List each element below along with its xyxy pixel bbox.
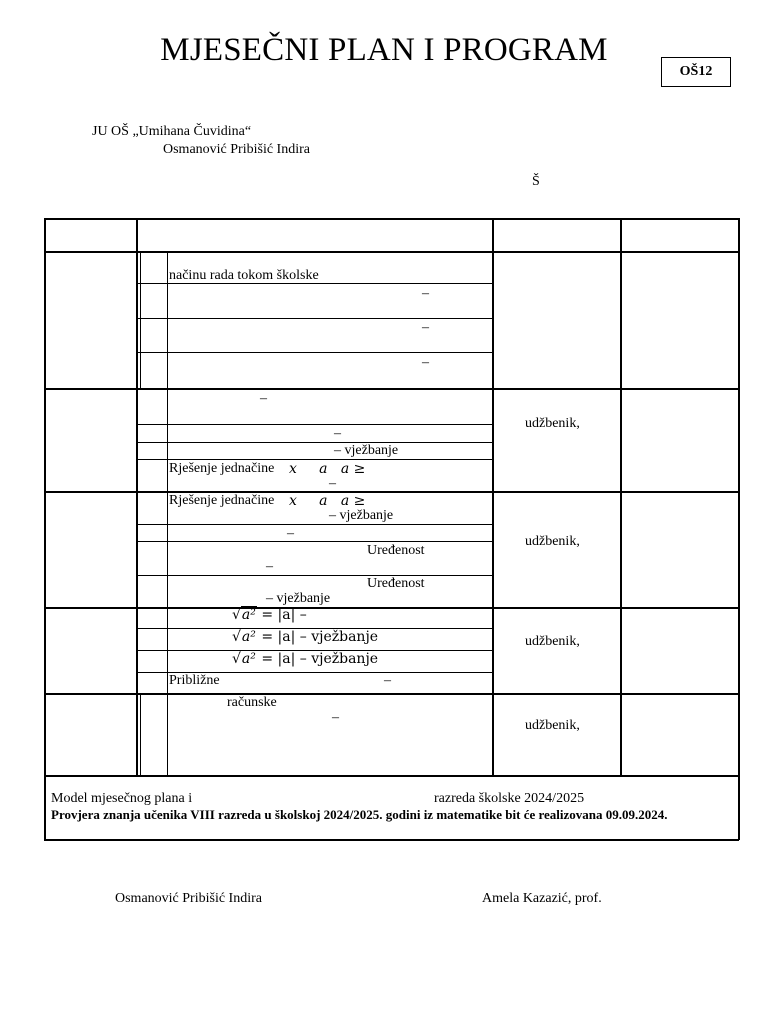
row3-line3: Uređenost	[367, 543, 425, 558]
sqrt-formula-3: √a² = |a| – vježbanje	[232, 651, 379, 667]
row4-line4: Približne	[169, 673, 220, 688]
table-border-bottom	[44, 839, 739, 841]
row-5-bottom	[44, 775, 739, 777]
row3-line4: Uređenost	[367, 576, 425, 591]
header-row-bottom	[44, 251, 739, 253]
row2-dash-2: –	[334, 426, 341, 441]
table-border-top	[44, 218, 739, 220]
row3-line1-sub: – vježbanje	[329, 508, 394, 523]
row-1-bottom	[44, 388, 739, 390]
col-sep-1	[136, 218, 138, 776]
row4-resource: udžbenik,	[525, 634, 580, 649]
row2-line4-math: x a a ≥	[289, 461, 366, 477]
row4-line4-dash: –	[384, 673, 391, 688]
sqrt-formula-1: √a² = |a| –	[232, 607, 307, 623]
table-border-right	[738, 218, 740, 840]
row-2-bottom	[44, 491, 739, 493]
inner-sep-a	[140, 251, 141, 389]
formula-rest-1: = |a| –	[261, 607, 307, 623]
exam-note: Provjera znanja učenika VIII razreda u školskoj 2024/2025. godini iz matematike bit će realizovana 09.09.2024.	[51, 807, 668, 822]
subrow-line	[137, 442, 493, 443]
formula-rest-3: = |a| – vježbanje	[261, 651, 379, 667]
row5-dash: –	[332, 710, 339, 725]
subrow-line	[137, 424, 493, 425]
model-plan-right: razreda školske 2024/2025	[434, 791, 585, 806]
col-sep-3	[620, 218, 622, 776]
row2-resource: udžbenik,	[525, 416, 580, 431]
row3-line1: Rješenje jednačine	[169, 493, 275, 508]
page-title: MJESEČNI PLAN I PROGRAM	[160, 32, 608, 68]
row2-dash-1: –	[260, 391, 267, 406]
row1-dash-3: –	[422, 355, 429, 370]
col-sep-2	[492, 218, 494, 776]
signature-right: Amela Kazazić, prof.	[482, 891, 602, 906]
row5-resource: udžbenik,	[525, 718, 580, 733]
stray-mark: Š	[532, 174, 540, 189]
signature-left: Osmanović Pribišić Indira	[115, 891, 262, 906]
subrow-line	[137, 352, 493, 353]
row-4-bottom	[44, 693, 739, 695]
row3-line3-dash: –	[266, 559, 273, 574]
school-name: JU OŠ „Umihana Čuvidina“	[92, 124, 252, 139]
subrow-line	[137, 524, 493, 525]
inner-sep-b	[167, 251, 168, 776]
row2-line3: – vježbanje	[334, 443, 399, 458]
subrow-line	[137, 459, 493, 460]
row3-line4-sub: – vježbanje	[266, 591, 331, 606]
row3-resource: udžbenik,	[525, 534, 580, 549]
teacher-name: Osmanović Pribišić Indira	[163, 142, 310, 157]
subrow-line	[137, 318, 493, 319]
subrow-line	[137, 575, 493, 576]
row-3-bottom	[44, 607, 739, 609]
sqrt-formula-2: √a² = |a| – vježbanje	[232, 629, 379, 645]
model-plan-left: Model mjesečnog plana i	[51, 791, 193, 806]
row1-dash-2: –	[422, 320, 429, 335]
row1-dash-1: –	[422, 286, 429, 301]
subrow-line	[137, 541, 493, 542]
row1-line1: načinu rada tokom školske	[169, 268, 319, 283]
row3-dash: –	[287, 526, 294, 541]
row3-line1-math: x a a ≥	[289, 493, 366, 509]
row5-line1: računske	[227, 695, 277, 710]
table-border-left	[44, 218, 46, 840]
inner-sep-c	[140, 693, 141, 776]
row2-line4-dash: –	[329, 476, 336, 491]
formula-rest-2: = |a| – vježbanje	[261, 629, 379, 645]
form-code-badge: OŠ12	[661, 57, 731, 87]
row2-line4: Rješenje jednačine	[169, 461, 275, 476]
